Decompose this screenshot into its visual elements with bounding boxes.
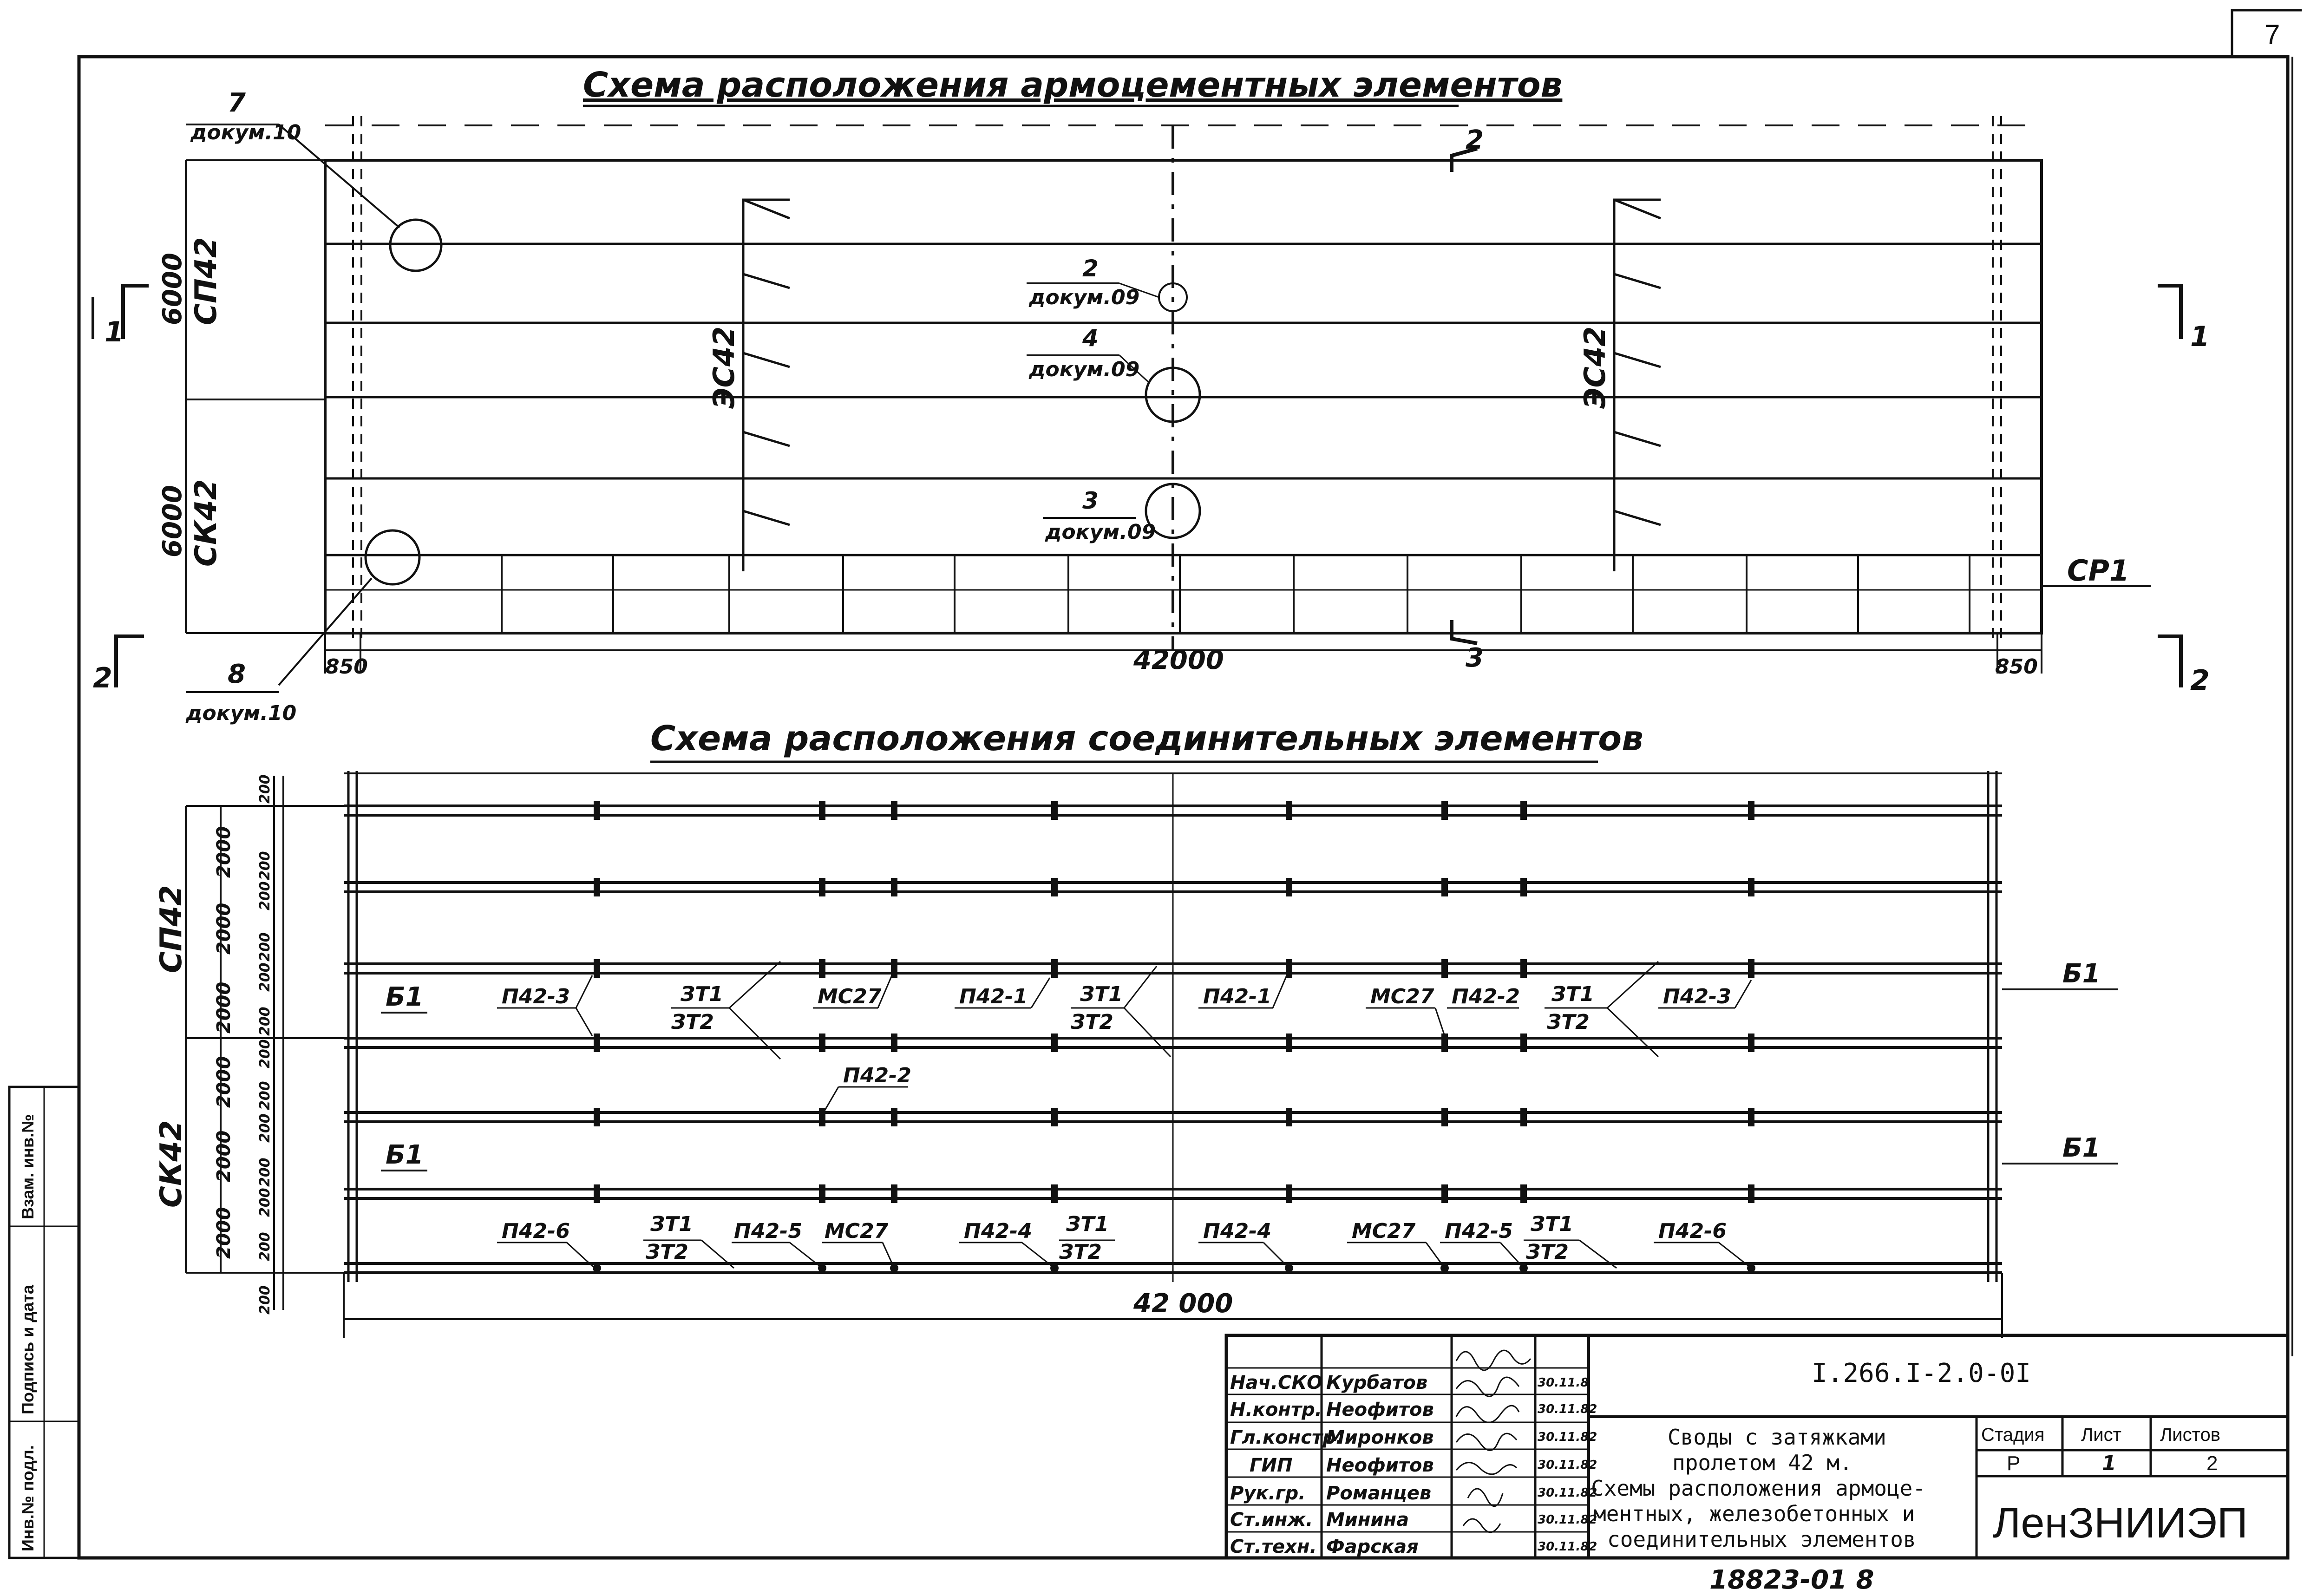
- date-7: 30.11.82: [1538, 1540, 1597, 1554]
- plan2-dim-200-11: 200: [257, 1188, 273, 1217]
- plan1-row-label-sk42: СК42: [189, 479, 223, 567]
- lo-zt2-3: ЗТ2: [1526, 1240, 1569, 1264]
- up-ms27-1: МС27: [818, 985, 882, 1008]
- desc-line-1: Своды с затяжками: [1668, 1425, 1886, 1450]
- role-6: Ст.инж.: [1230, 1509, 1313, 1531]
- plan1-span-dim: 42000: [1133, 645, 1224, 675]
- lo-p42-6-right: П42-6: [1658, 1219, 1727, 1243]
- up-p42-1-a: П42-1: [959, 985, 1028, 1008]
- side-stamp: [9, 1087, 79, 1558]
- stage-value: Р: [2007, 1452, 2021, 1475]
- cp1-label: СР1: [2067, 554, 2130, 588]
- plan2-dim-200-12: 200: [257, 1232, 273, 1261]
- lo-p42-5-right: П42-5: [1445, 1219, 1513, 1243]
- plan2-row-label-sk42: СК42: [154, 1120, 189, 1208]
- up-p42-2-a: П42-2: [1452, 985, 1520, 1008]
- section-1-left: 1: [105, 316, 124, 348]
- lo-zt1-3: ЗТ1: [1531, 1212, 1573, 1236]
- callout-2-doc: докум.09: [1029, 286, 1140, 309]
- sheets-header: Листов: [2160, 1425, 2220, 1445]
- callout-8-doc: докум.10: [186, 701, 297, 725]
- organization: ЛенЗНИИЭП: [1993, 1499, 2248, 1547]
- name-7: Фарская: [1326, 1536, 1419, 1557]
- plan1-edge-dim-left: 850: [325, 655, 368, 679]
- callout-7-doc: докум.10: [190, 121, 301, 144]
- lo-p42-4-a: П42-4: [964, 1219, 1032, 1243]
- plan1-title: Схема расположения армоцементных элементов: [583, 65, 1563, 105]
- up-p42-3-left: П42-3: [502, 985, 570, 1008]
- plan2-dim-200-6: 200: [257, 1007, 273, 1036]
- desc-line-5: соединительных элементов: [1607, 1527, 1916, 1552]
- drawing-code: I.266.I-2.0-0I: [1812, 1358, 2031, 1388]
- side-stamp-replace: Взам. инв.№: [18, 1114, 37, 1219]
- role-5: Рук.гр.: [1230, 1483, 1306, 1504]
- plan2-dim-2000-1: 2000: [213, 826, 235, 878]
- lo-zt1-1: ЗТ1: [650, 1212, 693, 1236]
- desc-line-4: ментных, железобетонных и: [1593, 1501, 1915, 1526]
- name-2: Неофитов: [1326, 1399, 1434, 1420]
- lo-zt1-2: ЗТ1: [1066, 1212, 1109, 1236]
- up-zt2-3: ЗТ2: [1547, 1010, 1590, 1034]
- section-2-left: 2: [93, 662, 112, 694]
- name-4: Неофитов: [1326, 1455, 1434, 1476]
- sheet-header: Лист: [2081, 1425, 2121, 1445]
- plan1-edge-dim-right: 850: [1995, 655, 2038, 679]
- side-stamp-inv: Инв.№ подл.: [18, 1445, 37, 1551]
- up-zt1-1: ЗТ1: [681, 982, 723, 1006]
- plan2-dim-200-7: 200: [257, 1039, 273, 1068]
- lo-p42-6-left: П42-6: [502, 1219, 570, 1243]
- callout-3-doc: докум.09: [1045, 520, 1156, 544]
- b1-left-lower: Б1: [386, 1140, 424, 1170]
- sheets-value: 2: [2206, 1452, 2218, 1475]
- plan2-dim-2000-5: 2000: [213, 1130, 235, 1182]
- up-zt1-3: ЗТ1: [1551, 982, 1594, 1006]
- date-5: 30.11.82: [1538, 1486, 1597, 1500]
- up-zt1-2: ЗТ1: [1080, 982, 1123, 1006]
- lo-zt2-2: ЗТ2: [1059, 1240, 1102, 1264]
- plan1-row-dim-top: 6000: [157, 253, 188, 325]
- plan2-dim-2000-2: 2000: [213, 903, 235, 955]
- section-2-top: 2: [1466, 125, 1484, 155]
- role-2: Н.контр.: [1230, 1399, 1322, 1420]
- plan2-dim-2000-3: 2000: [213, 981, 235, 1033]
- up-p42-3-right: П42-3: [1663, 985, 1731, 1008]
- plan2-dim-2000-6: 2000: [213, 1207, 235, 1259]
- plan2-span-dim: 42 000: [1133, 1289, 1233, 1319]
- plan2-dim-200-5: 200: [257, 962, 273, 992]
- up-zt2-1: ЗТ2: [671, 1010, 714, 1034]
- stage-header: Стадия: [1981, 1425, 2045, 1445]
- plan2-dim-200-3: 200: [257, 881, 273, 910]
- section-1-right: 1: [2190, 321, 2210, 353]
- plan1-row-label-sp42: СП42: [189, 237, 223, 325]
- callout-4-doc: докум.09: [1029, 358, 1140, 381]
- plan2-row-label-sp42: СП42: [154, 885, 189, 973]
- date-4: 30.11.82: [1538, 1458, 1597, 1472]
- side-stamp-sign: Подпись и дата: [18, 1285, 37, 1414]
- name-1: Курбатов: [1326, 1372, 1428, 1393]
- up-ms27-2: МС27: [1370, 985, 1434, 1008]
- role-3: Гл.констр.: [1230, 1427, 1343, 1448]
- plan2-title: Схема расположения соединительных элементов: [650, 719, 1643, 759]
- plan1: [93, 65, 2210, 725]
- plan2-dim-200-9: 200: [257, 1113, 273, 1143]
- callout-2-num: 2: [1082, 255, 1099, 282]
- callout-8-circle: [366, 530, 419, 584]
- role-7: Ст.техн.: [1230, 1536, 1317, 1557]
- section-3-bottom: 3: [1466, 643, 1484, 673]
- sheet-value: 1: [2102, 1452, 2116, 1475]
- up-p42-1-b: П42-1: [1203, 985, 1271, 1008]
- role-4: ГИП: [1250, 1455, 1293, 1476]
- plan1-row-dim-bottom: 6000: [157, 485, 188, 557]
- corner-sheet-number: 7: [2265, 19, 2280, 50]
- lo-p42-5-left: П42-5: [734, 1219, 802, 1243]
- plan2-dim-200-1: 200: [257, 774, 273, 804]
- desc-line-2: пролетом 42 м.: [1672, 1450, 1852, 1475]
- element-es42-left: ЭС42: [707, 326, 741, 409]
- lo-p42-4-b: П42-4: [1203, 1219, 1271, 1243]
- date-3: 30.11.82: [1538, 1430, 1597, 1444]
- plan2-dim-200-2: 200: [257, 851, 273, 880]
- name-6: Минина: [1326, 1509, 1409, 1531]
- title-block: [1226, 1335, 2288, 1558]
- lo-ms27-1: МС27: [825, 1219, 889, 1243]
- callout-8-num: 8: [228, 659, 246, 689]
- element-es42-right: ЭС42: [1578, 326, 1612, 409]
- plan2-dim-200-4: 200: [257, 932, 273, 962]
- plan2-dim-200-13: 200: [257, 1285, 273, 1315]
- date-1: 30.11.8: [1538, 1376, 1589, 1390]
- b1-right-lower: Б1: [2062, 1133, 2101, 1163]
- callout-4-num: 4: [1082, 325, 1099, 352]
- desc-line-3: Схемы расположения армоце-: [1591, 1476, 1926, 1501]
- plan2-dim-200-8: 200: [257, 1081, 273, 1110]
- date-6: 30.11.82: [1538, 1513, 1597, 1527]
- b1-right-upper: Б1: [2062, 959, 2101, 989]
- section-2-right: 2: [2190, 664, 2210, 697]
- lo-ms27-2: МС27: [1352, 1219, 1416, 1243]
- lo-zt2-1: ЗТ2: [646, 1240, 688, 1264]
- role-1: Нач.СКО: [1230, 1372, 1323, 1393]
- up-p42-2-b: П42-2: [843, 1064, 911, 1087]
- up-zt2-2: ЗТ2: [1071, 1010, 1113, 1034]
- archive-number: 18823-01 8: [1709, 1565, 1874, 1595]
- callout-3-num: 3: [1082, 487, 1099, 514]
- date-2: 30.11.82: [1538, 1402, 1597, 1416]
- plan2: [154, 719, 2118, 1338]
- plan2-dim-2000-4: 2000: [213, 1056, 235, 1108]
- plan2-dim-200-10: 200: [257, 1158, 273, 1187]
- name-5: Романцев: [1326, 1483, 1432, 1504]
- b1-left-upper: Б1: [386, 982, 424, 1012]
- name-3: Миронков: [1326, 1427, 1434, 1448]
- callout-7-num: 7: [228, 88, 246, 118]
